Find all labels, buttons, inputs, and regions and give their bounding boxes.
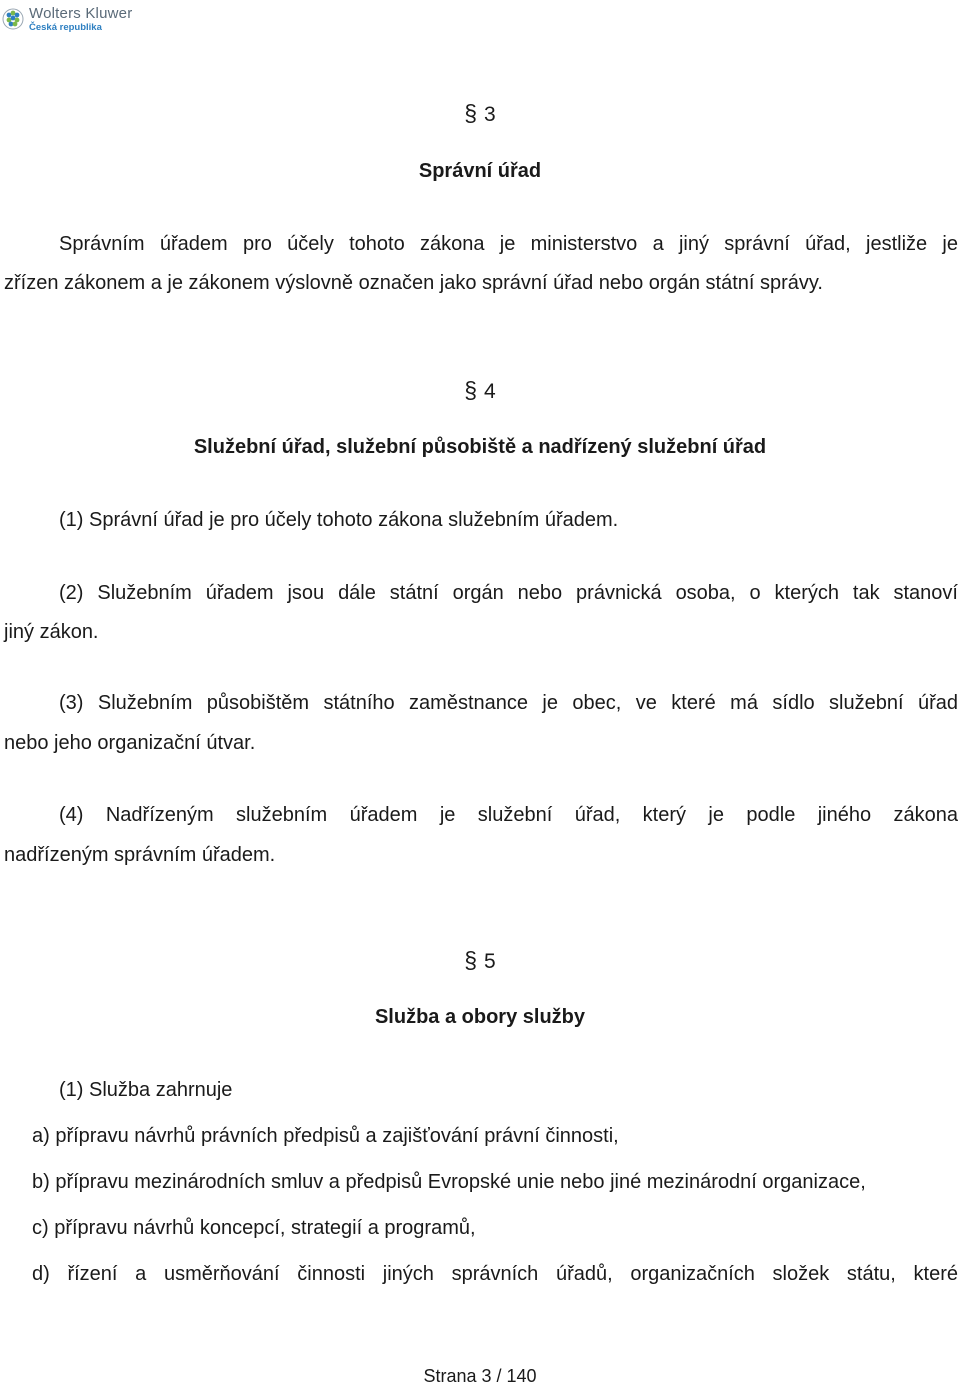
list-item-b: b) přípravu mezinárodních smluv a předpisů Evropské unie nebo jiné mezinárodní organizace, <box>32 1171 866 1193</box>
section-4-paragraph-1: (1) Správní úřad je pro účely tohoto zákona služebním úřadem. <box>59 509 619 531</box>
list-item-a: a) přípravu návrhů právních předpisů a zajišťování právní činnosti, <box>32 1125 619 1147</box>
section-4-paragraph-2-line: jiný zákon. <box>4 621 99 643</box>
section-3-title: Správní úřad <box>418 160 542 182</box>
section-4-paragraph-3-line: nebo jeho organizační útvar. <box>4 732 256 754</box>
section-4-paragraph-4-line: (4) Nadřízeným služebním úřadem je služební úřad, který je podle jiného zákona <box>59 804 958 826</box>
section-4-number <box>0 378 960 404</box>
list-item-d: d) řízení a usměrňování činnosti jiných správních úřadů, organizačních složek státu, které <box>32 1263 958 1285</box>
section-3-number <box>0 101 960 127</box>
wolters-kluwer-logo-icon <box>2 8 24 30</box>
section-symbol: § <box>464 100 478 126</box>
section-4-paragraph-4-line: nadřízeným správním úřadem. <box>4 844 276 866</box>
brand-subtitle: Česká republika <box>29 21 102 33</box>
section-number: 3 <box>484 103 496 126</box>
section-3-paragraph-line: Správním úřadem pro účely tohoto zákona je ministerstvo a jiný správní úřad, jestliže je <box>59 233 958 255</box>
section-4-paragraph-2-line: (2) Služebním úřadem jsou dále státní orgán nebo právnická osoba, o kterých tak stanoví <box>59 582 958 604</box>
section-symbol: § <box>464 377 478 403</box>
list-item-c: c) přípravu návrhů koncepcí, strategií a programů, <box>32 1217 476 1239</box>
brand-logo <box>2 3 132 35</box>
section-4-paragraph-3-line: (3) Služebním působištěm státního zaměstnance je obec, ve které má sídlo služební úřad <box>59 692 958 714</box>
section-number: 5 <box>484 950 496 973</box>
brand-name: Wolters Kluwer <box>29 4 133 22</box>
section-4-title: Služební úřad, služební působiště a nadřízený služební úřad <box>193 436 767 458</box>
section-5-paragraph-1: (1) Služba zahrnuje <box>59 1079 233 1101</box>
section-number: 4 <box>484 380 496 403</box>
page-number: Strana 3 / 140 <box>423 1366 537 1386</box>
section-symbol: § <box>464 947 478 973</box>
section-3-paragraph-line: zřízen zákonem a je zákonem výslovně označen jako správní úřad nebo orgán státní správy. <box>4 272 823 294</box>
section-5-title: Služba a obory služby <box>374 1006 586 1028</box>
section-5-number <box>0 948 960 974</box>
